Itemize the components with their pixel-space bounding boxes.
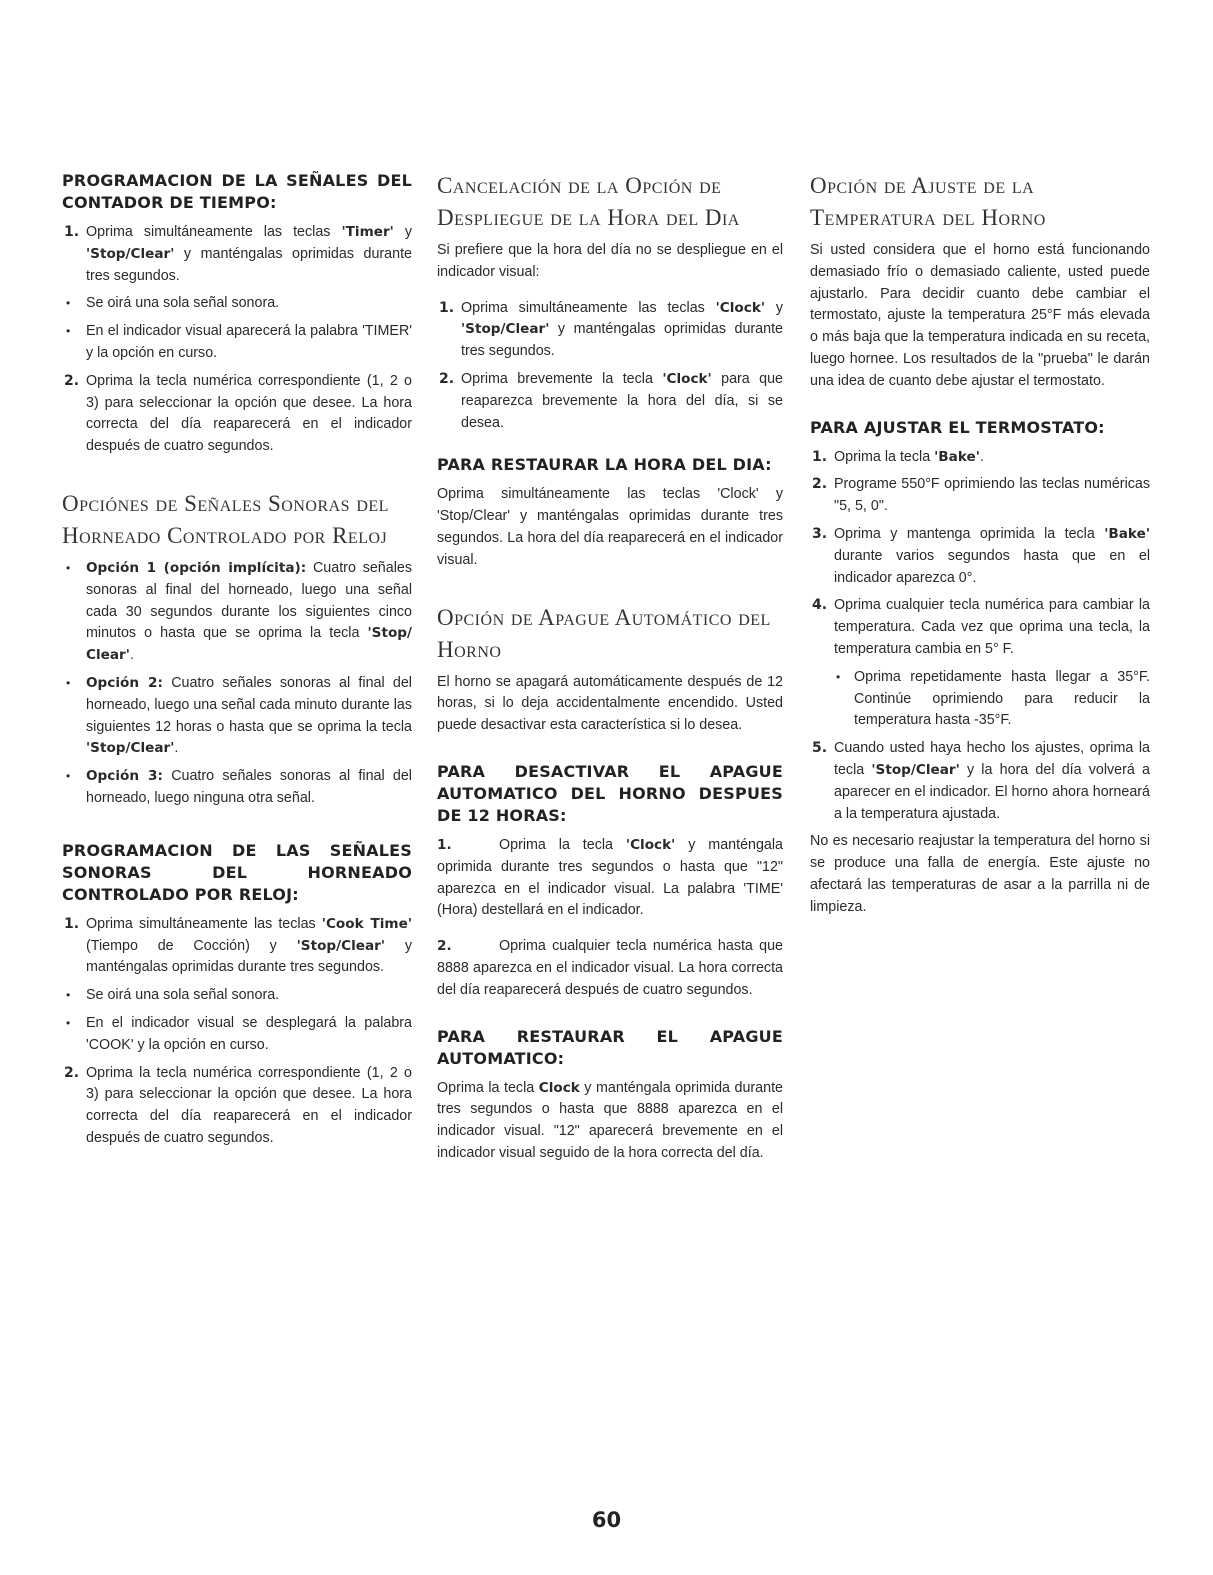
list-item: 1. Oprima simultáneamente las teclas 'Timer' y 'Stop/Clear' y manténgalas oprimidas durante tres segundos. (64, 224, 412, 284)
heading-disable-auto-off: PARA DESACTIVAR EL APAGUE AUTOMATICO DEL HORNO DESPUES DE 12 HORAS: (437, 761, 783, 825)
paragraph: Oprima simultáneamente las teclas 'Clock' y 'Stop/Clear' y manténgalas oprimidas durante tres segundos. La hora del día reaparecerá en el indicador visual. (437, 486, 783, 568)
list-item: 2. Oprima la tecla numérica correspondiente (1, 2 o 3) para seleccionar la opción que desee. La hora correcta del día reaparecerá en el indicador después de cuatro segundos. (64, 372, 412, 455)
paragraph: Si prefiere que la hora del día no se despliegue en el indicador visual: (437, 242, 783, 280)
column-right (810, 170, 1150, 919)
page-number: 60 (591, 1508, 622, 1532)
timer-key: 'Timer' (341, 224, 394, 240)
sound-options-list (62, 558, 412, 810)
list-item: 4. Oprima cualquier tecla numérica para cambiar la temperatura. Cada vez que oprima una tecla, la temperatura cambia en 5° F. (812, 597, 1150, 657)
heading-auto-off: Opción de Apague Automático del Horno (437, 604, 771, 662)
list-item: 1. Oprima simultáneamente las teclas 'Cook Time' (Tiempo de Cocción) y 'Stop/Clear' y manténgalas oprimidas durante tres segundos. (64, 915, 412, 976)
list-item: • Se oirá una sola señal sonora. (66, 295, 280, 312)
list-item: 1. Oprima la tecla 'Bake'. (812, 448, 984, 465)
heading-oven-temp-adjust: Opción de Ajuste de la Temperatura del Horno (810, 173, 1046, 230)
heading-restore-clock: PARA RESTAURAR LA HORA DEL DIA: (437, 455, 772, 475)
list-item: 2. Oprima brevemente la tecla 'Clock' para que reaparezca brevemente la hora del día, si se desea. (439, 370, 783, 431)
list-item: 1. Oprima simultáneamente las teclas 'Clock' y 'Stop/Clear' y manténgalas oprimidas durante tres segundos. (439, 299, 783, 360)
timer-steps (62, 222, 412, 287)
heading-cancel-clock-display: Cancelación de la Opción de Despliegue de la Hora del Dia (437, 173, 740, 230)
list-item: 5. Cuando usted haya hecho los ajustes, oprima la tecla 'Stop/Clear' y la hora del día volverá a aparecer en el indicador. El horno ahora horneará a la temperatura ajustada. (812, 740, 1150, 822)
heading-restore-auto-off: PARA RESTAURAR EL APAGUE AUTOMATICO: (437, 1026, 783, 1068)
paragraph: No es necesario reajustar la temperatura del horno si se produce una falla de energía. Este ajuste no afectará las temperaturas de asar a la parrilla ni de limpieza. (810, 833, 1150, 915)
list-item: • En el indicador visual aparecerá la palabra 'TIMER' y la opción en curso. (66, 323, 412, 361)
timer-bullets (62, 293, 412, 364)
column-middle (437, 170, 783, 1165)
list-item: • Oprima repetidamente hasta llegar a 35°F. Continúe oprimiendo para reducir la temperatura hasta -35°F. (836, 668, 1150, 729)
paragraph: 2. Oprima cualquier tecla numérica hasta que 8888 aparezca en el indicador visual. La hora correcta del día reaparecerá después de cuatro segundos. (437, 938, 783, 998)
list-item: 3. Oprima y mantenga oprimida la tecla 'Bake' durante varios segundos hasta que en el indicador aparezca 0°. (812, 525, 1150, 586)
list-item: • En el indicador visual se desplegará la palabra 'COOK' y la opción en curso. (66, 1014, 412, 1053)
paragraph: El horno se apagará automáticamente después de 12 horas, si lo deja accidentalmente encendido. Usted puede desactivar esta característica si lo desea. (437, 673, 783, 734)
stop-clear-key: 'Stop/Clear' (86, 245, 175, 262)
paragraph: Si usted considera que el horno está funcionando demasiado frío o demasiado caliente, usted puede ajustarlo. Para decidir cuanto debe cambiar el termostato, ajuste la temperatura 25°F más elevada o más baja que la temperatura indicada en su receta, luego hornee. Los resultados de la "prueba" le darán una idea de cuanto debe ajustar el termostato. (810, 242, 1150, 389)
list-item: 2. Oprima la tecla numérica correspondiente (1, 2 o 3) para seleccionar la opción que desee. La hora correcta del día reaparecerá en el indicador después de cuatro segundos. (64, 1064, 412, 1146)
list-item: • Opción 3: Cuatro señales sonoras al final del horneado, luego ninguna otra señal. (66, 768, 412, 806)
heading-timer-signals: PROGRAMACION DE LA SEÑALES DEL CONTADOR DE TIEMPO: (62, 171, 412, 212)
paragraph: Oprima la tecla Clock y manténgala oprimida durante tres segundos o hasta que 8888 aparezca en el indicador visual. "12" aparecerá brevemente en el indicador visual seguido de la hora correcta del día. (437, 1079, 783, 1161)
heading-adjust-thermostat: PARA AJUSTAR EL TERMOSTATO: (810, 417, 1105, 437)
heading-program-sound-signals: PROGRAMACION DE LAS SEÑALES SONORAS DEL HORNEADO CONTROLADO POR RELOJ: (62, 840, 412, 904)
heading-sound-options: Opciónes de Señales Sonoras del Horneado Controlado por Reloj (62, 490, 389, 548)
list-item: • Se oirá una sola señal sonora. (66, 987, 280, 1004)
list-item: • Opción 2: Cuatro señales sonoras al final del horneado, luego una señal cada minuto durante las siguientes 12 horas o hasta que se oprima la tecla 'Stop/Clear'. (66, 674, 412, 757)
list-item: • Opción 1 (opción implícita): Cuatro señales sonoras al final del horneado, luego una señal cada 30 segundos durante los siguientes cinco minutos o hasta que se oprima la tecla 'Stop/ Clear'. (66, 559, 412, 664)
list-item: 2. Programe 550°F oprimiendo las teclas numéricas "5, 5, 0". (812, 476, 1150, 515)
column-left (62, 170, 412, 1156)
paragraph: 1. Oprima la tecla 'Clock' y manténgala oprimida durante tres segundos o hasta que "12" aparezca en el indicador visual. La palabra 'TIME' (Hora) destellará en el indicador. (437, 836, 783, 919)
